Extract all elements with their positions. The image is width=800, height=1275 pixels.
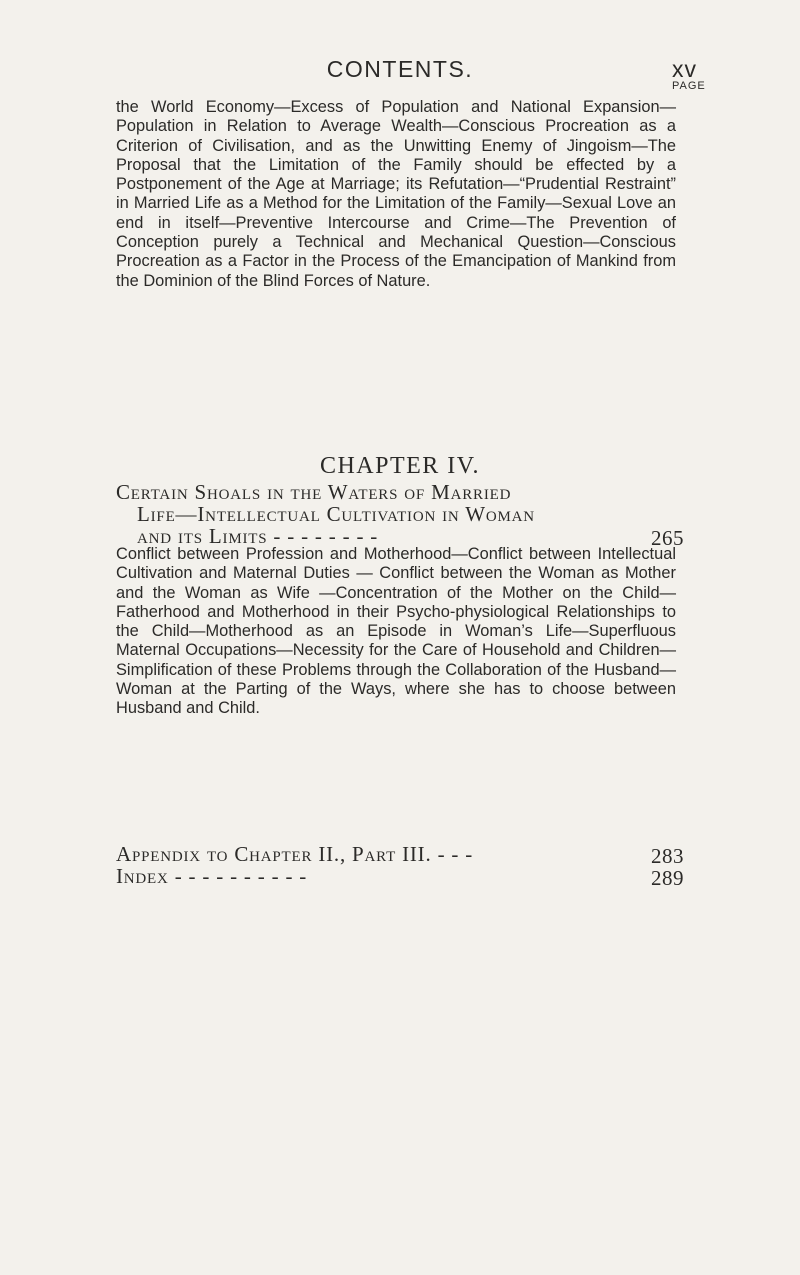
appendix-page-number: 283 [651, 844, 684, 868]
continuation-paragraph: the World Economy—Excess of Population and National Expansion—Population in Relation to Average Wealth—Conscious Procreation as a Criterion of Civilisation, and as the Unwitting Enemy of Jingoism—The Proposal that the Limitation of the Family should be effected by a Postponement of the Age at Marriage; its Refutation—“Prudential Restraint” in Married Life as a Method for the Limitation of the Family—Sexual Love an end in itself—Preventive Intercourse and Crime—The Prevention of Conception purely a Technical and Mechanical Question—Conscious Procreation as a Factor in the Process of the Emancipation of Mankind from the Dominion of the Blind Forces of Nature. [116, 98, 676, 290]
chapter-heading: CHAPTER IV. [319, 453, 481, 479]
appendix-entry: Appendix to Chapter II., Part III. - - - [116, 842, 474, 866]
chapter-summary: Conflict between Profession and Motherhood—Conflict between Intellectual Cultivation and Maternal Duties — Conflict between the Woman as Mother and the Woman as Wife —Concentration of the Mother on the Child—Fatherhood and Motherhood in their Psycho-physiological Relationships to the Child—Motherhood as an Episode in Woman’s Life—Superfluous Maternal Occupations—Necessity for the Care of Household and Children—Simplification of these Problems through the Collaboration of the Husband—Woman at the Parting of the Ways, where she has to choose between Husband and Child. [116, 545, 676, 718]
page-column-label: PAGE [672, 80, 706, 92]
index-page-number: 289 [651, 866, 684, 890]
running-title: CONTENTS. [326, 56, 474, 82]
chapter-page-number: 265 [651, 526, 684, 550]
chapter-title-line-1: Certain Shoals in the Waters of Married [116, 480, 512, 504]
index-entry: Index - - - - - - - - - - [116, 864, 308, 888]
chapter-title-line-2: Life—Intellectual Cultivation in Woman [137, 502, 535, 526]
page-numeral: xv [672, 56, 697, 82]
chapter-title-line-3: and its Limits - - - - - - - - [137, 524, 379, 548]
